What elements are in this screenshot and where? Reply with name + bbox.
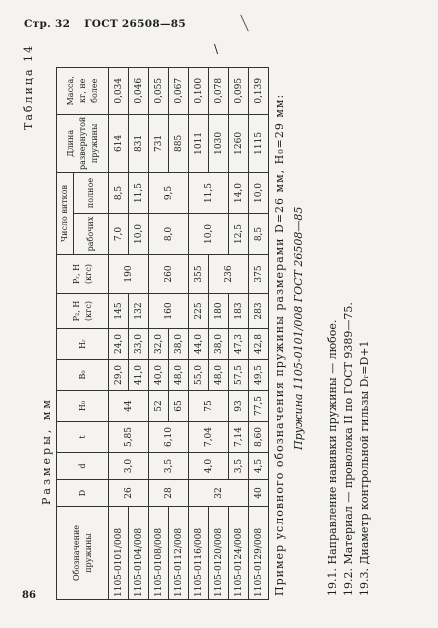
cell-D: 28 — [149, 480, 189, 507]
cell-working: 8,5 — [249, 214, 269, 255]
cell-Hr: 47,3 — [229, 329, 249, 360]
example-line: Пример условного обозначения пружины размерами D=26 мм, H₀=29 мм: — [273, 93, 286, 596]
cell-H0: 52 — [149, 391, 169, 422]
cell-Hr: 44,0 — [189, 329, 209, 360]
springs-table — [56, 67, 269, 600]
cell-length: 1260 — [229, 114, 249, 172]
cell-Pr: 375 — [249, 255, 269, 294]
cell-Hr: 32,0 — [149, 329, 169, 360]
cell-mass: 0,067 — [169, 67, 189, 114]
cell-full: 11,5 — [189, 173, 229, 214]
cell-d: 3,5 — [149, 453, 189, 480]
cell-designation: 1105-0124/008 — [229, 507, 249, 600]
col-P2: P₂, Н (кгс) — [57, 294, 109, 329]
sizes-label: Размеры, мм — [40, 397, 53, 505]
cell-P2: 145 — [109, 294, 129, 329]
col-mass: Масса, кг, не более — [57, 67, 109, 114]
cell-length: 731 — [149, 114, 169, 172]
cell-H0: 75 — [189, 391, 229, 422]
page-header — [24, 18, 196, 30]
cell-mass: 0,100 — [189, 67, 209, 114]
cell-H0: 77,5 — [249, 391, 269, 422]
standard-ref: ГОСТ 26508—85 — [84, 18, 186, 30]
cell-length: 1011 — [189, 114, 209, 172]
col-length: Длина развернутой пружины — [57, 114, 109, 172]
cell-t: 6,10 — [149, 422, 189, 453]
cell-Hr: 38,0 — [209, 329, 229, 360]
cell-full: 11,5 — [129, 173, 149, 214]
note-2: 19.2. Материал — проволока II по ГОСТ 9389—75. — [342, 302, 355, 596]
cell-D: 32 — [189, 480, 249, 507]
note-1: 19.1. Направление навивки пружины — любое. — [326, 319, 339, 596]
cell-P2: 225 — [189, 294, 209, 329]
cell-B0: 49,5 — [249, 360, 269, 391]
cell-P2: 283 — [249, 294, 269, 329]
col-B0: B₀ — [57, 360, 109, 391]
cell-full: 10,0 — [249, 173, 269, 214]
cell-designation: 1105-0116/008 — [189, 507, 209, 600]
pen-mark-slash: \ — [214, 42, 219, 56]
cell-working: 8,0 — [149, 214, 189, 255]
rotated-content — [20, 40, 420, 600]
cell-H0: 44 — [109, 391, 149, 422]
cell-working: 10,0 — [129, 214, 149, 255]
col-D: D — [57, 480, 109, 507]
col-full: полное — [74, 173, 109, 214]
cell-B0: 48,0 — [209, 360, 229, 391]
col-Hr: Hᵣ — [57, 329, 109, 360]
page-ref: Стр. 32 — [24, 18, 71, 30]
col-turns: Число витков — [57, 173, 74, 255]
table-row — [229, 67, 249, 599]
cell-B0: 29,0 — [109, 360, 129, 391]
cell-t: 8,60 — [249, 422, 269, 453]
table-header-row — [57, 67, 74, 599]
cell-Hr: 38,0 — [169, 329, 189, 360]
col-d: d — [57, 453, 109, 480]
table-row — [129, 67, 149, 599]
cell-d: 4,0 — [189, 453, 229, 480]
cell-D: 26 — [109, 480, 149, 507]
cell-t: 7,14 — [229, 422, 249, 453]
cell-P2: 160 — [149, 294, 189, 329]
cell-d: 3,5 — [229, 453, 249, 480]
cell-t: 7,04 — [189, 422, 229, 453]
cell-Pr: 355 — [189, 255, 209, 294]
cell-mass: 0,055 — [149, 67, 169, 114]
cell-designation: 1105-0129/008 — [249, 507, 269, 600]
cell-Hr: 33,0 — [129, 329, 149, 360]
cell-designation: 1105-0101/008 — [109, 507, 129, 600]
col-Pr: Pᵣ, Н (кгс) — [57, 255, 109, 294]
cell-working: 10,0 — [189, 214, 229, 255]
cell-Hr: 24,0 — [109, 329, 129, 360]
table-row — [249, 67, 269, 599]
cell-H0: 65 — [169, 391, 189, 422]
col-working: рабочих — [74, 214, 109, 255]
cell-designation: 1105-0104/008 — [129, 507, 149, 600]
cell-P2: 183 — [229, 294, 249, 329]
cell-t: 5,85 — [109, 422, 149, 453]
table-row — [209, 67, 229, 599]
cell-designation: 1105-0108/008 — [149, 507, 169, 600]
table-row — [149, 67, 169, 599]
cell-length: 1030 — [209, 114, 229, 172]
table-row — [169, 67, 189, 599]
cell-full: 14,0 — [229, 173, 249, 214]
cell-designation: 1105-0120/008 — [209, 507, 229, 600]
cell-length: 831 — [129, 114, 149, 172]
cell-length: 614 — [109, 114, 129, 172]
cell-working: 12,5 — [229, 214, 249, 255]
cell-B0: 48,0 — [169, 360, 189, 391]
table-caption: Таблица 14 — [22, 44, 35, 130]
cell-d: 3,0 — [109, 453, 149, 480]
cell-mass: 0,046 — [129, 67, 149, 114]
col-t: t — [57, 422, 109, 453]
cell-mass: 0,078 — [209, 67, 229, 114]
cell-designation: 1105-0112/008 — [169, 507, 189, 600]
page-number: 86 — [22, 590, 36, 601]
cell-P2: 180 — [209, 294, 229, 329]
cell-Pr: 236 — [209, 255, 249, 294]
cell-Hr: 42,8 — [249, 329, 269, 360]
example-designation: Пружина 1105-0101/008 ГОСТ 26508—85 — [292, 206, 305, 450]
cell-H0: 93 — [229, 391, 249, 422]
cell-B0: 41,0 — [129, 360, 149, 391]
cell-mass: 0,139 — [249, 67, 269, 114]
col-designation: Обозначение пружины — [57, 507, 109, 600]
cell-length: 1115 — [249, 114, 269, 172]
cell-D: 40 — [249, 480, 269, 507]
cell-full: 8,5 — [109, 173, 129, 214]
cell-mass: 0,095 — [229, 67, 249, 114]
cell-Pr: 260 — [149, 255, 189, 294]
cell-P2: 132 — [129, 294, 149, 329]
col-H0: H₀ — [57, 391, 109, 422]
note-3: 19.3. Диаметр контрольной гильзы Dᵣ=D+1 — [358, 340, 371, 596]
cell-length: 885 — [169, 114, 189, 172]
cell-working: 7,0 — [109, 214, 129, 255]
cell-mass: 0,034 — [109, 67, 129, 114]
pen-mark — [240, 15, 249, 32]
cell-B0: 57,5 — [229, 360, 249, 391]
cell-Pr: 190 — [109, 255, 149, 294]
cell-d: 4,5 — [249, 453, 269, 480]
table-row — [109, 67, 129, 599]
cell-B0: 55,0 — [189, 360, 209, 391]
cell-full: 9,5 — [149, 173, 189, 214]
cell-B0: 40,0 — [149, 360, 169, 391]
table-row — [189, 67, 209, 599]
